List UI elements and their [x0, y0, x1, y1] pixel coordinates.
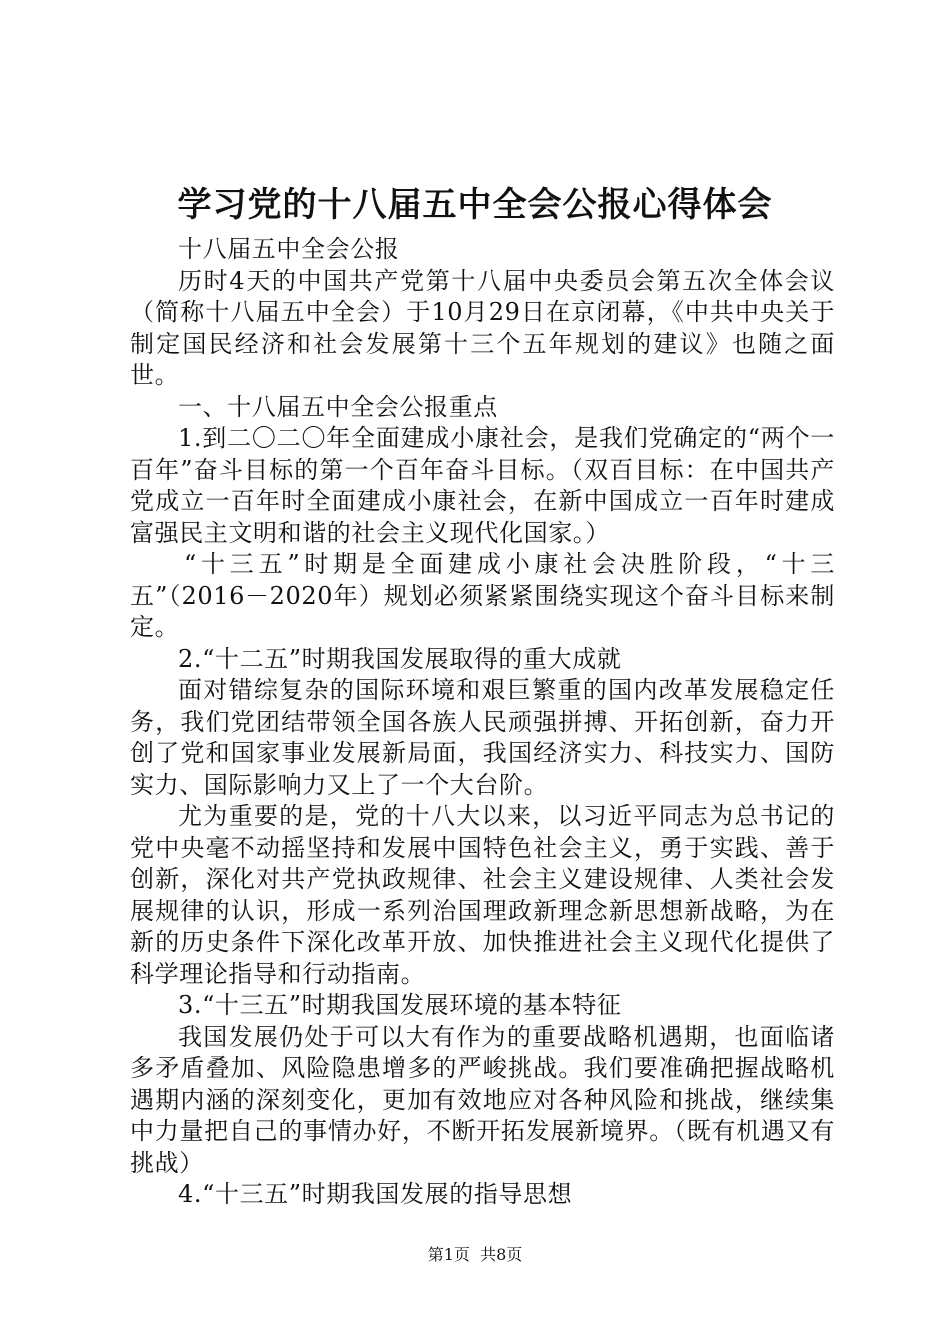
- paragraph-section-heading: 十八届五中全会公报: [178, 235, 400, 263]
- paragraph-heading-point-2: 2.“十二五”时期我国发展取得的重大成就: [178, 644, 622, 673]
- document-body: [130, 234, 835, 1211]
- paragraph-point-1: 1.到二〇二〇年全面建成小康社会，是我们党确定的“两个一百年”奋斗目标的第一个百年奋斗目标。（双百目标：在中国共产党成立一百年时全面建成小康社会，在新中国成立一百年时建成富强民主文明和谐的社会主义现代化国家。）: [130, 424, 835, 547]
- page-number-footer: 第1页 共8页: [427, 1245, 523, 1264]
- paragraph-point-3-body: 我国发展仍处于可以大有作为的重要战略机遇期，也面临诸多矛盾叠加、风险隐患增多的严峻挑战。我们要准确把握战略机遇期内涵的深刻变化，更加有效地应对各种风险和挑战，继续集中力量把自己的事情办好，不断开拓发展新境界。（既有机遇又有挑战）: [130, 1022, 835, 1177]
- paragraph-heading-point-3: 3.“十三五”时期我国发展环境的基本特征: [178, 991, 622, 1019]
- paragraph-intro: 历时4天的中国共产党第十八届中央委员会第五次全体会议（简称十八届五中全会）于10月29日在京闭幕，《中共中央关于制定国民经济和社会发展第十三个五年规划的建议》也随之面世。: [130, 266, 835, 389]
- document-title: 学习党的十八届五中全会公报心得体会: [177, 185, 773, 225]
- paragraph-point-2-emphasis: 尤为重要的是，党的十八大以来，以习近平同志为总书记的党中央毫不动摇坚持和发展中国特色社会主义，勇于实践、善于创新，深化对共产党执政规律、社会主义建设规律、人类社会发展规律的认识，形成一系列治国理政新理念新思想新战略，为在新的历史条件下深化改革开放、加快推进社会主义现代化提供了科学理论指导和行动指南。: [130, 802, 835, 988]
- paragraph-heading-point-4: 4.“十三五”时期我国发展的指导思想: [178, 1180, 573, 1208]
- paragraph-point-1-detail: “十三五”时期是全面建成小康社会决胜阶段，“十三五”（2016－2020年）规划必须紧紧围绕实现这个奋斗目标来制定。: [130, 550, 835, 641]
- paragraph-point-2-body: 面对错综复杂的国际环境和艰巨繁重的国内改革发展稳定任务，我们党团结带领全国各族人民顽强拼搏、开拓创新，奋力开创了党和国家事业发展新局面，我国经济实力、科技实力、国防实力、国际影响力又上了一个大台阶。: [130, 676, 835, 799]
- paragraph-heading-key-points: 一、十八届五中全会公报重点: [178, 392, 498, 421]
